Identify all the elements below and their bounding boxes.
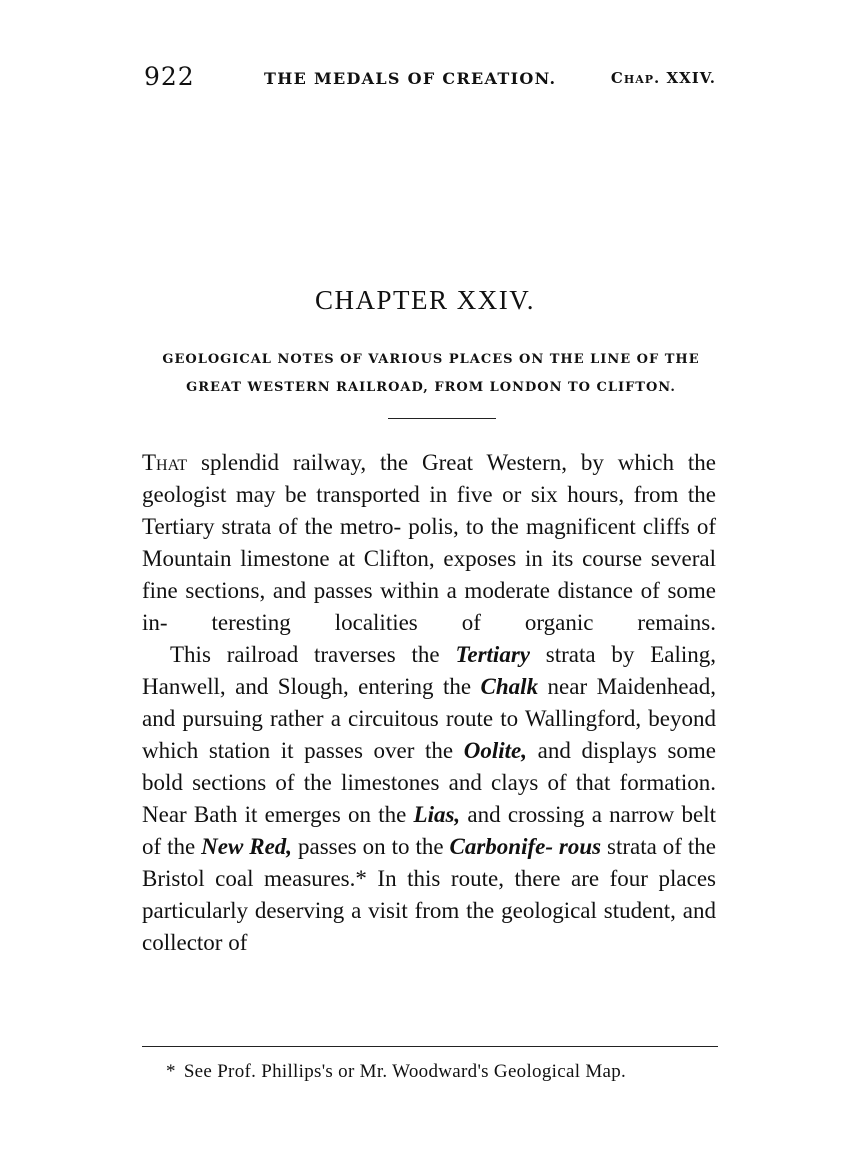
running-title: THE MEDALS OF CREATION. xyxy=(264,69,557,88)
term-chalk: Chalk xyxy=(480,674,539,699)
term-carboniferous: Carbonife- rous xyxy=(449,834,602,859)
term-tertiary: Tertiary xyxy=(455,642,530,667)
paragraph-2-text: passes on to the xyxy=(292,834,450,859)
chapter-divider xyxy=(388,418,496,419)
paragraph-2-text: strata by Ealing, Hanwell, and Slough, entering the xyxy=(142,642,716,699)
paragraph-2-text: strata of the Bristol coal measures.* In this route, there are four places particularly deserving a visit from the geological student, and collector of xyxy=(142,834,716,955)
paragraph-1-text: splendid railway, the Great Western, by which the geologist may be transported in five or six hours, from the Tertiary strata of the metro- polis, to the magnificent cliffs of Mountain limestone at Clifton, exposes in its course several fine sections, and passes within a moderate distance of some in- teresting localities of organic remains. xyxy=(142,450,716,635)
paragraph-2-text: near Maidenhead, and pursuing rather a circuitous route to Wallingford, beyond which station it passes over the xyxy=(142,674,716,763)
term-oolite: Oolite, xyxy=(463,738,527,763)
paragraph-2 xyxy=(142,639,716,959)
running-head xyxy=(144,62,716,92)
chapter-subtitle xyxy=(136,346,726,402)
paragraph-1 xyxy=(142,447,716,639)
chapter-subtitle-line-1: GEOLOGICAL NOTES OF VARIOUS PLACES ON THE LINE OF THE xyxy=(162,352,700,367)
opening-word: That xyxy=(142,450,188,475)
running-chapter: Chap. XXIV. xyxy=(610,69,716,87)
term-lias: Lias, xyxy=(413,802,461,827)
chapter-heading: CHAPTER XXIV. xyxy=(314,285,536,315)
footnote-divider xyxy=(142,1046,718,1047)
chapter-subtitle-line-2: GREAT WESTERN RAILROAD, FROM LONDON TO CLIFTON. xyxy=(186,380,676,395)
footnote-mark: * xyxy=(166,1061,176,1082)
footnote-text: See Prof. Phillips's or Mr. Woodward's Geological Map. xyxy=(183,1061,627,1082)
term-new-red: New Red, xyxy=(201,834,293,859)
paragraph-2-text: and displays some bold sections of the limestones and clays of that formation. Near Bath it emerges on the xyxy=(142,738,716,827)
body-text xyxy=(142,447,716,959)
footnote xyxy=(166,1061,726,1083)
paragraph-2-text: This railroad traverses the xyxy=(170,642,456,667)
page-number: 922 xyxy=(144,62,195,91)
paragraph-2-text: and crossing a narrow belt of the xyxy=(142,802,716,859)
